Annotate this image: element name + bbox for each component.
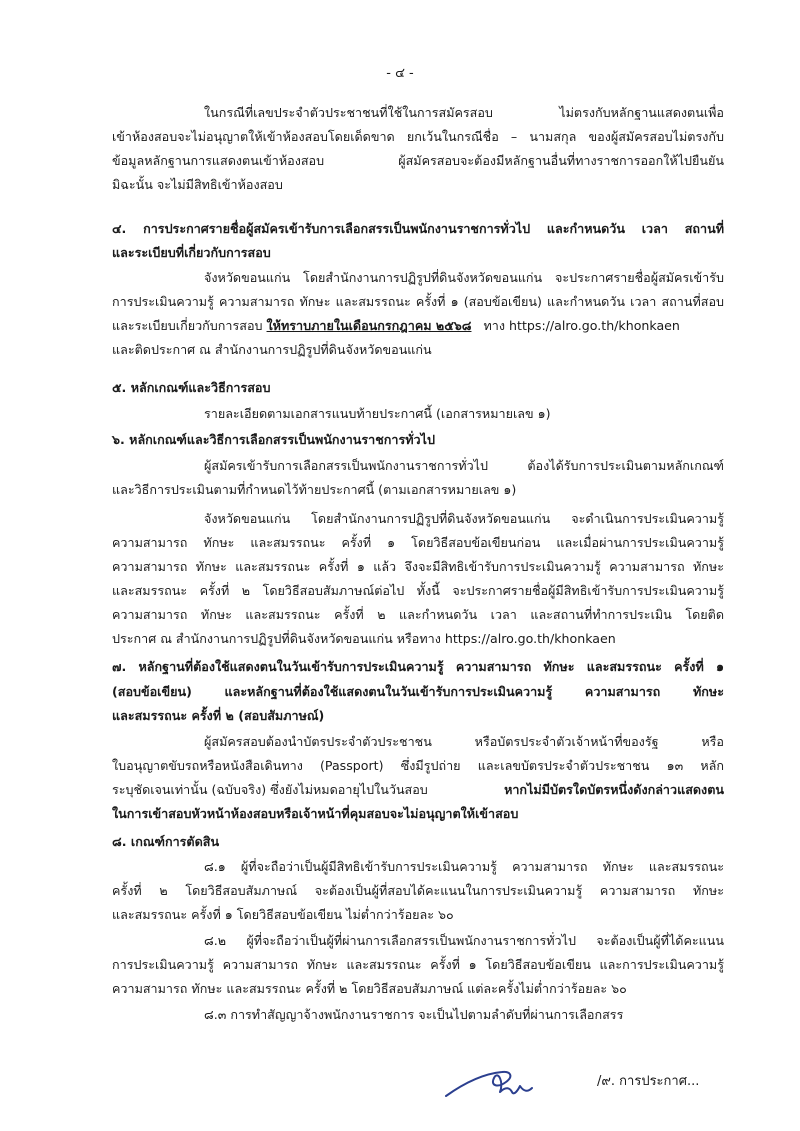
section-heading: ๔. การประกาศรายชื่อผู้สมัครเข้ารับการเลือกสรรเป็นพนักงานราชการทั่วไป และกำหนดวัน เวลา สถานที่ (112, 221, 724, 236)
section-heading: และระเบียบที่เกี่ยวกับการสอบ (112, 245, 271, 260)
continuation-note: /๙. การประกาศ... (597, 1074, 700, 1089)
text-line: ผู้สมัครสอบต้องนำบัตรประจำตัวประชาชน หรือบัตรประจำตัวเจ้าหน้าที่ของรัฐ หรือ (204, 734, 724, 749)
section-heading: ๘. เกณฑ์การตัดสิน (112, 834, 220, 849)
text-line: ผู้สมัครเข้ารับการเลือกสรรเป็นพนักงานราชการทั่วไป ต้องได้รับการประเมินตามหลักเกณฑ์ (204, 458, 724, 473)
section-heading: ๕. หลักเกณฑ์และวิธีการสอบ (112, 380, 271, 395)
text-line: การประเมินความรู้ ความสามารถ ทักษะ และสมรรถนะ ครั้งที่ ๑ โดยวิธีสอบข้อเขียน และการประเมินความรู้ (112, 957, 724, 972)
text-line: ใบอนุญาตขับรถหรือหนังสือเดินทาง (Passport) ซึ่งมีรูปถ่าย และเลขบัตรประจำตัวประชาชน ๑๓ หลัก (112, 758, 724, 773)
text-line (112, 316, 680, 336)
bold-warning: หากไม่มีบัตรใดบัตรหนึ่งดังกล่าวแสดงตน (504, 782, 724, 797)
page-number: - ๔ - (386, 66, 414, 81)
text-line: และวิธีการประเมินตามที่กำหนดไว้ท้ายประกาศนี้ (ตามเอกสารหมายเลข ๑) (112, 482, 517, 497)
text-line: รายละเอียดตามเอกสารแนบท้ายประกาศนี้ (เอกสารหมายเลข ๑) (204, 406, 551, 421)
text-line: ความสามารถ ทักษะ และสมรรถนะ ครั้งที่ ๒ โดยวิธีสอบสัมภาษณ์ แต่ละครั้งไม่ต่ำกว่าร้อยละ ๖๐ (112, 981, 627, 996)
text-line: ความสามารถ ทักษะ และสมรรถนะ ครั้งที่ ๑ แล้ว จึงจะมีสิทธิเข้ารับการประเมินความรู้ ความสามารถ ทักษะ (112, 559, 724, 574)
text-line: ๘.๓ การทำสัญญาจ้างพนักงานราชการ จะเป็นไปตามลำดับที่ผ่านการเลือกสรร (204, 1007, 624, 1022)
text-line: จังหวัดขอนแก่น โดยสำนักงานการปฏิรูปที่ดินจังหวัดขอนแก่น จะดำเนินการประเมินความรู้ (204, 511, 724, 526)
text-line: ในกรณีที่เลขประจำตัวประชาชนที่ใช้ในการสมัครสอบ ไม่ตรงกับหลักฐานแสดงตนเพื่อ (204, 105, 724, 120)
text-line: ครั้งที่ ๒ โดยวิธีสอบสัมภาษณ์ จะต้องเป็นผู้ที่สอบได้คะแนนในการประเมินความรู้ ความสามารถ ทักษะ (112, 883, 724, 898)
handwritten-signature (440, 1056, 560, 1106)
text-line: ข้อมูลหลักฐานการแสดงตนเข้าห้องสอบ ผู้สมัครสอบจะต้องมีหลักฐานอื่นที่ทางราชการออกให้ไปยืนยัน (112, 153, 724, 168)
text-line: ความสามารถ ทักษะ และสมรรถนะ ครั้งที่ ๒ และกำหนดวัน เวลา และสถานที่ทำการประเมิน โดยติด (112, 607, 724, 622)
text-line: และสมรรถนะ ครั้งที่ ๑ โดยวิธีสอบข้อเขียน ไม่ต่ำกว่าร้อยละ ๖๐ (112, 907, 454, 922)
text-line: มิฉะนั้น จะไม่มีสิทธิเข้าห้องสอบ (112, 177, 283, 192)
text-line: จังหวัดขอนแก่น โดยสำนักงานการปฏิรูปที่ดินจังหวัดขอนแก่น จะประกาศรายชื่อผู้สมัครเข้ารับ (204, 270, 724, 285)
underlined-deadline: ให้ทราบภายในเดือนกรกฎาคม ๒๕๖๘ (266, 318, 472, 333)
bold-warning: ในการเข้าสอบหัวหน้าห้องสอบหรือเจ้าหน้าที่คุมสอบจะไม่อนุญาตให้เข้าสอบ (112, 806, 519, 821)
text-line: ๘.๑ ผู้ที่จะถือว่าเป็นผู้มีสิทธิเข้ารับการประเมินความรู้ ความสามารถ ทักษะ และสมรรถนะ (204, 859, 724, 874)
text-line: และติดประกาศ ณ สำนักงานการปฏิรูปที่ดินจังหวัดขอนแก่น (112, 342, 432, 357)
website-link[interactable]: ทาง https://alro.go.th/khonkaen (483, 318, 680, 333)
text-line: ความสามารถ ทักษะ และสมรรถนะ ครั้งที่ ๑ โดยวิธีสอบข้อเขียนก่อน และเมื่อผ่านการประเมินความรู้ (112, 535, 724, 550)
text-line: และสมรรถนะ ครั้งที่ ๒ โดยวิธีสอบสัมภาษณ์ต่อไป ทั้งนี้ จะประกาศรายชื่อผู้มีสิทธิเข้ารับการประเมินความรู้ (112, 583, 724, 598)
section-heading: และสมรรถนะ ครั้งที่ ๒ (สอบสัมภาษณ์) (112, 708, 325, 723)
text-segment: และระเบียบเกี่ยวกับการสอบ (112, 318, 263, 333)
text-line: ประกาศ ณ สำนักงานการปฏิรูปที่ดินจังหวัดขอนแก่น หรือทาง https://alro.go.th/khonkaen (112, 631, 616, 646)
text-line: เข้าห้องสอบจะไม่อนุญาตให้เข้าห้องสอบโดยเด็ดขาด ยกเว้นในกรณีชื่อ – นามสกุล ของผู้สมัครสอบไม่ตรงกับ (112, 129, 724, 144)
text-line: ๘.๒ ผู้ที่จะถือว่าเป็นผู้ที่ผ่านการเลือกสรรเป็นพนักงานราชการทั่วไป จะต้องเป็นผู้ที่ได้คะแนน (204, 933, 724, 948)
text-line: การประเมินความรู้ ความสามารถ ทักษะ และสมรรถนะ ครั้งที่ ๑ (สอบข้อเขียน) และกำหนดวัน เวลา สถานที่สอบ (112, 294, 724, 309)
section-heading: ๖. หลักเกณฑ์และวิธีการเลือกสรรเป็นพนักงานราชการทั่วไป (112, 432, 435, 447)
section-heading: ๗. หลักฐานที่ต้องใช้แสดงตนในวันเข้ารับการประเมินความรู้ ความสามารถ ทักษะ และสมรรถนะ ครั้งที่ ๑ (112, 659, 724, 674)
section-heading: (สอบข้อเขียน) และหลักฐานที่ต้องใช้แสดงตนในวันเข้ารับการประเมินความรู้ ความสามารถ ทักษะ (112, 684, 724, 699)
text-segment: ระบุชัดเจนเท่านั้น (ฉบับจริง) ซึ่งยังไม่หมดอายุไปในวันสอบ (112, 782, 428, 797)
text-line (112, 780, 724, 800)
